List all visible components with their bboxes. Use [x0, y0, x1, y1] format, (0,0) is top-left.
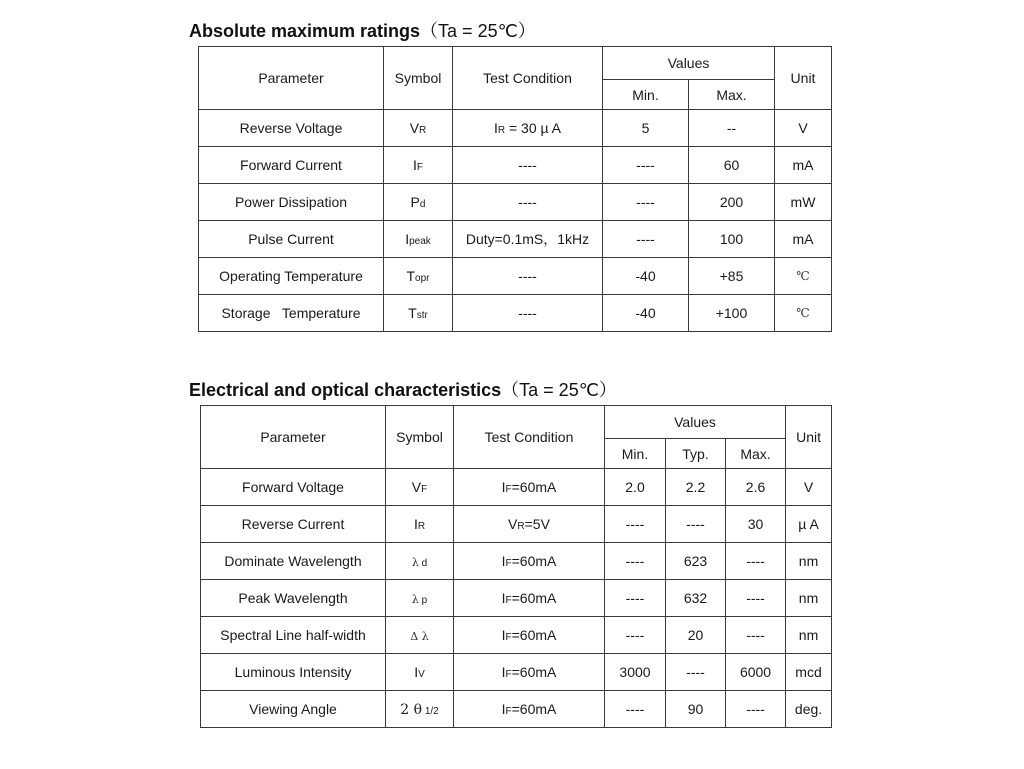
cell-typ: 623 [666, 543, 726, 580]
cell-max: 200 [689, 184, 775, 221]
header-values: Values [605, 406, 786, 439]
cell-symbol [386, 506, 454, 543]
condition-text: =5V [524, 516, 550, 532]
cell-symbol [384, 184, 453, 221]
header-parameter: Parameter [199, 47, 384, 110]
cell-symbol [386, 543, 454, 580]
condition-subscript: R [497, 125, 506, 136]
symbol-subscript: V [418, 669, 425, 680]
cell-test-condition [454, 691, 605, 728]
symbol-main: 2 θ [400, 701, 423, 718]
cell-min: ---- [605, 580, 666, 617]
header-test-condition: Test Condition [454, 406, 605, 469]
cell-min: ---- [605, 506, 666, 543]
condition-text: V [508, 516, 518, 532]
cell-max: +85 [689, 258, 775, 295]
symbol-subscript: d [418, 558, 428, 569]
cell-unit: mcd [786, 654, 832, 691]
cell-test-condition [454, 654, 605, 691]
cell-test-condition [453, 221, 603, 258]
condition-text: I [501, 553, 506, 569]
condition-text: I [501, 664, 506, 680]
cell-test-condition [454, 617, 605, 654]
cell-max: ---- [726, 691, 786, 728]
symbol-main: P [410, 194, 420, 210]
cell-test-condition [454, 506, 605, 543]
cell-symbol [386, 617, 454, 654]
condition-subscript: F [505, 669, 512, 680]
cell-parameter: Power Dissipation [199, 184, 384, 221]
symbol-main: I [413, 516, 418, 532]
condition-text: I [501, 627, 506, 643]
cell-test-condition [454, 543, 605, 580]
condition-text: I [493, 120, 498, 136]
cell-symbol [384, 147, 453, 184]
condition-subscript: F [505, 595, 512, 606]
cell-parameter: Storage Temperature [199, 295, 384, 332]
title-condition: （Ta = 25℃） [501, 380, 617, 400]
cell-unit: mW [775, 184, 832, 221]
cell-parameter: Peak Wavelength [201, 580, 386, 617]
cell-test-condition [453, 110, 603, 147]
cell-typ: ---- [666, 506, 726, 543]
symbol-subscript: peak [409, 236, 431, 247]
cell-typ: 90 [666, 691, 726, 728]
symbol-main: T [408, 305, 417, 321]
condition-subscript: F [505, 632, 512, 643]
cell-min: ---- [603, 184, 689, 221]
cell-test-condition [453, 184, 603, 221]
cell-parameter: Dominate Wavelength [201, 543, 386, 580]
cell-symbol [386, 580, 454, 617]
cell-symbol [386, 654, 454, 691]
cell-symbol [384, 258, 453, 295]
table-row [201, 506, 832, 543]
cell-typ: 20 [666, 617, 726, 654]
table-row [199, 295, 832, 332]
header-values: Values [603, 47, 775, 80]
cell-parameter: Forward Voltage [201, 469, 386, 506]
table-row [199, 110, 832, 147]
cell-max: 30 [726, 506, 786, 543]
header-max: Max. [689, 80, 775, 110]
symbol-main: λ [411, 556, 419, 569]
cell-test-condition [453, 258, 603, 295]
section-title-absolute-max [189, 17, 536, 43]
cell-symbol [384, 110, 453, 147]
cell-min: 2.0 [605, 469, 666, 506]
header-unit: Unit [786, 406, 832, 469]
symbol-subscript: F [416, 162, 423, 173]
cell-unit: µ A [786, 506, 832, 543]
cell-parameter: Reverse Voltage [199, 110, 384, 147]
header-parameter: Parameter [201, 406, 386, 469]
condition-text: Duty=0.1mS，1kHz [465, 231, 590, 247]
condition-text: =60mA [511, 627, 557, 643]
symbol-main: I [405, 231, 410, 247]
symbol-subscript: R [417, 521, 426, 532]
section-title-electrical-optical [189, 376, 617, 402]
header-min: Min. [605, 439, 666, 469]
cell-parameter: Reverse Current [201, 506, 386, 543]
table-row [199, 258, 832, 295]
cell-min: -40 [603, 295, 689, 332]
symbol-main: V [409, 120, 420, 136]
title-text: Electrical and optical characteristics [189, 380, 502, 400]
cell-min: ---- [605, 691, 666, 728]
cell-unit: nm [786, 617, 832, 654]
cell-max: 60 [689, 147, 775, 184]
cell-max: 100 [689, 221, 775, 258]
cell-max: -- [689, 110, 775, 147]
cell-parameter: Forward Current [199, 147, 384, 184]
symbol-subscript: p [418, 595, 428, 606]
table-row [201, 691, 832, 728]
condition-subscript: R [517, 521, 525, 532]
cell-unit: ℃ [775, 295, 832, 332]
symbol-subscript: 1/2 [422, 705, 439, 717]
cell-test-condition [453, 147, 603, 184]
condition-text: =60mA [511, 701, 557, 717]
cell-min: ---- [603, 221, 689, 258]
cell-min: 3000 [605, 654, 666, 691]
cell-test-condition [454, 469, 605, 506]
cell-parameter: Viewing Angle [201, 691, 386, 728]
symbol-main: I [413, 157, 417, 173]
header-unit: Unit [775, 47, 832, 110]
condition-text: I [501, 479, 506, 495]
cell-max: 2.6 [726, 469, 786, 506]
symbol-subscript: opr [415, 273, 430, 284]
cell-typ: 2.2 [666, 469, 726, 506]
condition-text: ---- [518, 305, 537, 321]
table-row [201, 654, 832, 691]
cell-unit: nm [786, 543, 832, 580]
cell-unit: mA [775, 147, 832, 184]
condition-text: ---- [518, 194, 537, 210]
cell-typ: ---- [666, 654, 726, 691]
cell-unit: nm [786, 580, 832, 617]
header-symbol: Symbol [386, 406, 454, 469]
cell-symbol [386, 691, 454, 728]
header-max: Max. [726, 439, 786, 469]
condition-text: =60mA [511, 664, 557, 680]
cell-parameter: Pulse Current [199, 221, 384, 258]
condition-text: =60mA [511, 590, 557, 606]
symbol-main: T [406, 268, 416, 284]
table-row [201, 469, 832, 506]
cell-parameter: Operating Temperature [199, 258, 384, 295]
cell-unit: V [786, 469, 832, 506]
absolute-max-ratings-table [198, 46, 832, 332]
condition-text: =60mA [511, 479, 557, 495]
cell-typ: 632 [666, 580, 726, 617]
cell-max: 6000 [726, 654, 786, 691]
title-text: Absolute maximum ratings [189, 21, 421, 41]
condition-text: ---- [518, 268, 537, 284]
cell-max: ---- [726, 543, 786, 580]
cell-max: +100 [689, 295, 775, 332]
cell-min: ---- [605, 543, 666, 580]
condition-subscript: F [505, 484, 512, 495]
table-row [199, 184, 832, 221]
condition-text: I [501, 590, 506, 606]
header-typ: Typ. [666, 439, 726, 469]
condition-text: I [501, 701, 506, 717]
condition-text: ---- [518, 157, 537, 173]
cell-symbol [384, 221, 453, 258]
cell-test-condition [453, 295, 603, 332]
cell-test-condition [454, 580, 605, 617]
cell-parameter: Luminous Intensity [201, 654, 386, 691]
cell-symbol [386, 469, 454, 506]
condition-subscript: F [505, 558, 512, 569]
symbol-subscript: d [419, 199, 426, 210]
condition-subscript: F [505, 706, 512, 717]
cell-min: ---- [605, 617, 666, 654]
cell-min: 5 [603, 110, 689, 147]
table-row [201, 543, 832, 580]
cell-unit: mA [775, 221, 832, 258]
symbol-main: Δ λ [410, 630, 429, 643]
table-row [201, 580, 832, 617]
symbol-subscript: F [421, 484, 428, 495]
header-symbol: Symbol [384, 47, 453, 110]
cell-max: ---- [726, 580, 786, 617]
cell-unit: V [775, 110, 832, 147]
symbol-subscript: R [419, 125, 427, 136]
cell-unit: ℃ [775, 258, 832, 295]
condition-text: = 30 µ A [505, 120, 562, 136]
cell-max: ---- [726, 617, 786, 654]
symbol-main: V [411, 479, 422, 495]
table-row [201, 617, 832, 654]
cell-symbol [384, 295, 453, 332]
cell-min: ---- [603, 147, 689, 184]
title-condition: （Ta = 25℃） [420, 21, 536, 41]
electrical-optical-table [200, 405, 832, 728]
table-row [199, 221, 832, 258]
cell-parameter: Spectral Line half-width [201, 617, 386, 654]
table-row [199, 147, 832, 184]
symbol-main: λ [411, 593, 419, 606]
header-test-condition: Test Condition [453, 47, 603, 110]
symbol-subscript: str [416, 310, 428, 321]
condition-text: =60mA [511, 553, 557, 569]
cell-min: -40 [603, 258, 689, 295]
header-min: Min. [603, 80, 689, 110]
cell-unit: deg. [786, 691, 832, 728]
symbol-main: I [414, 664, 419, 680]
